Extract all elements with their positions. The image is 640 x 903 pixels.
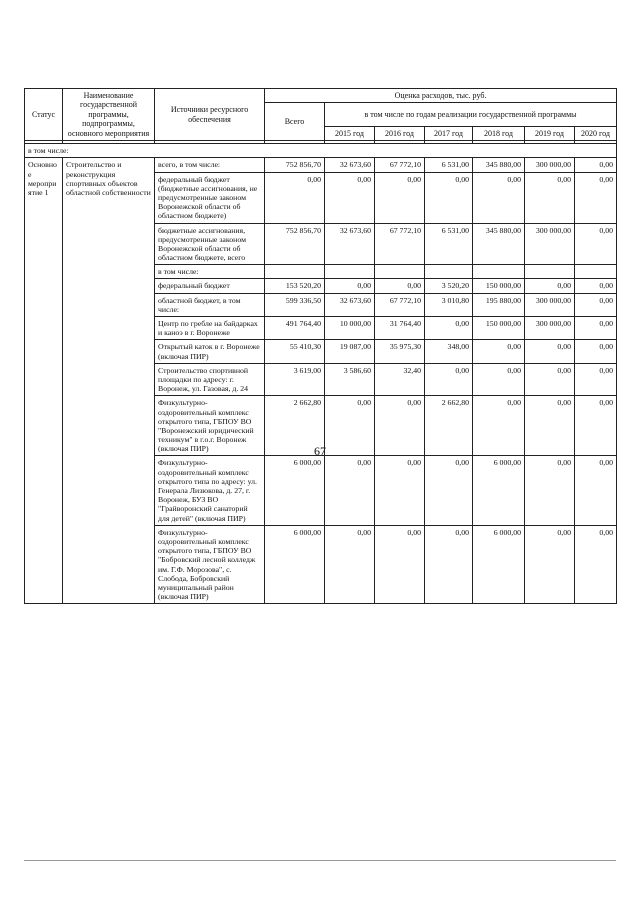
year-value-cell: 0,00 xyxy=(575,317,617,340)
year-value-cell: 0,00 xyxy=(473,340,525,363)
year-value-cell: 345 880,00 xyxy=(473,158,525,172)
source-cell: Физкультурно-оздоровительный комплекс открытого типа, ГБПОУ ВО "Бобровский лесной колледж им. Г.Ф. Морозова", с. Слобода, Бобровский муниципальный район (включая ПИР) xyxy=(155,525,265,604)
page-bottom-rule xyxy=(24,860,616,861)
total-value-cell: 599 336,50 xyxy=(265,293,325,316)
year-value-cell: 0,00 xyxy=(375,396,425,456)
year-value-cell: 31 764,40 xyxy=(375,317,425,340)
year-value-cell: 0,00 xyxy=(525,456,575,525)
year-value-cell: 300 000,00 xyxy=(525,223,575,265)
year-value-cell: 0,00 xyxy=(425,363,473,396)
year-value-cell: 300 000,00 xyxy=(525,158,575,172)
year-value-cell: 0,00 xyxy=(575,172,617,223)
year-value-cell: 3 520,20 xyxy=(425,279,473,293)
year-value-cell: 0,00 xyxy=(325,456,375,525)
year-value-cell: 0,00 xyxy=(325,396,375,456)
year-value-cell: 0,00 xyxy=(525,525,575,604)
source-cell: в том числе: xyxy=(155,265,265,279)
year-value-cell: 0,00 xyxy=(575,363,617,396)
year-value-cell: 0,00 xyxy=(325,279,375,293)
year-value-cell: 0,00 xyxy=(473,363,525,396)
source-cell: Физкультурно-оздоровительный комплекс открытого типа, ГБПОУ ВО "Воронежский юридический техникум" в г.о.г. Воронеж (включая ПИР) xyxy=(155,396,265,456)
total-value-cell: 3 619,00 xyxy=(265,363,325,396)
year-value-cell: 0,00 xyxy=(425,456,473,525)
year-value-cell: 0,00 xyxy=(525,279,575,293)
year-header: 2015 год xyxy=(325,126,375,140)
year-value-cell: 67 772,10 xyxy=(375,158,425,172)
total-value-cell: 6 000,00 xyxy=(265,456,325,525)
total-value-cell: 752 856,70 xyxy=(265,223,325,265)
year-header: 2018 год xyxy=(473,126,525,140)
subheading-row xyxy=(25,144,617,158)
year-value-cell: 0,00 xyxy=(525,340,575,363)
year-value-cell: 10 000,00 xyxy=(325,317,375,340)
year-value-cell xyxy=(375,265,425,279)
year-value-cell: 0,00 xyxy=(575,340,617,363)
year-value-cell: 67 772,10 xyxy=(375,293,425,316)
year-header: 2019 год xyxy=(525,126,575,140)
source-cell: областной бюджет, в том числе: xyxy=(155,293,265,316)
col-name-header: Наименование государственной программы, подпрограммы, основного мероприятия xyxy=(63,89,155,141)
total-value-cell: 0,00 xyxy=(265,172,325,223)
col-total-header: Всего xyxy=(265,103,325,141)
year-value-cell: 0,00 xyxy=(525,172,575,223)
budget-table xyxy=(24,88,617,604)
year-value-cell: 0,00 xyxy=(575,223,617,265)
year-value-cell: 3 586,60 xyxy=(325,363,375,396)
year-value-cell: 6 000,00 xyxy=(473,525,525,604)
source-cell: всего, в том числе: xyxy=(155,158,265,172)
measure-name-cell: Строительство и реконструкция спортивных объектов областной собственности xyxy=(63,158,155,604)
total-value-cell: 6 000,00 xyxy=(265,525,325,604)
total-value-cell: 752 856,70 xyxy=(265,158,325,172)
year-value-cell: 0,00 xyxy=(375,456,425,525)
year-value-cell: 6 000,00 xyxy=(473,456,525,525)
col-source-header: Источники ресурсного обеспечения xyxy=(155,89,265,141)
year-value-cell: 0,00 xyxy=(473,172,525,223)
year-value-cell xyxy=(525,265,575,279)
year-value-cell xyxy=(425,265,473,279)
year-header: 2016 год xyxy=(375,126,425,140)
year-value-cell xyxy=(575,265,617,279)
year-value-cell xyxy=(473,265,525,279)
year-value-cell: 2 662,80 xyxy=(425,396,473,456)
year-value-cell: 0,00 xyxy=(575,456,617,525)
source-cell: бюджетные ассигнования, предусмотренные законом Воронежской области об областном бюджете, всего xyxy=(155,223,265,265)
year-value-cell: 32,40 xyxy=(375,363,425,396)
total-value-cell xyxy=(265,265,325,279)
year-value-cell: 32 673,60 xyxy=(325,158,375,172)
year-value-cell: 195 880,00 xyxy=(473,293,525,316)
year-value-cell: 0,00 xyxy=(575,279,617,293)
year-value-cell: 35 975,30 xyxy=(375,340,425,363)
year-value-cell: 0,00 xyxy=(525,363,575,396)
year-value-cell: 0,00 xyxy=(473,396,525,456)
source-cell: Открытый каток в г. Воронеже (включая ПИР) xyxy=(155,340,265,363)
year-value-cell: 300 000,00 xyxy=(525,293,575,316)
page-number: 67 xyxy=(314,444,326,458)
cost-group-header: Оценка расходов, тыс. руб. xyxy=(265,89,617,103)
year-value-cell: 32 673,60 xyxy=(325,293,375,316)
year-value-cell: 345 880,00 xyxy=(473,223,525,265)
source-cell: федеральный бюджет (бюджетные ассигнования, не предусмотренные законом Воронежской области об областном бюджете) xyxy=(155,172,265,223)
year-value-cell: 150 000,00 xyxy=(473,279,525,293)
year-value-cell: 6 531,00 xyxy=(425,223,473,265)
year-value-cell: 19 087,00 xyxy=(325,340,375,363)
year-value-cell xyxy=(325,265,375,279)
year-value-cell: 0,00 xyxy=(425,317,473,340)
year-value-cell: 0,00 xyxy=(525,396,575,456)
source-cell: федеральный бюджет xyxy=(155,279,265,293)
year-header: 2017 год xyxy=(425,126,473,140)
year-value-cell: 348,00 xyxy=(425,340,473,363)
year-value-cell: 0,00 xyxy=(575,293,617,316)
status-cell: Основное мероприятие 1 xyxy=(25,158,63,604)
year-value-cell: 0,00 xyxy=(575,525,617,604)
total-value-cell: 2 662,80 xyxy=(265,396,325,456)
year-value-cell: 32 673,60 xyxy=(325,223,375,265)
source-cell: Центр по гребле на байдарках и каноэ в г. Воронеже xyxy=(155,317,265,340)
year-value-cell: 300 000,00 xyxy=(525,317,575,340)
year-header: 2020 год xyxy=(575,126,617,140)
years-group-header: в том числе по годам реализации государственной программы xyxy=(325,103,617,126)
total-value-cell: 153 520,20 xyxy=(265,279,325,293)
year-value-cell: 0,00 xyxy=(375,279,425,293)
year-value-cell: 3 010,80 xyxy=(425,293,473,316)
year-value-cell: 67 772,10 xyxy=(375,223,425,265)
year-value-cell: 0,00 xyxy=(375,525,425,604)
year-value-cell: 0,00 xyxy=(425,525,473,604)
total-value-cell: 491 764,40 xyxy=(265,317,325,340)
col-status-header: Статус xyxy=(25,89,63,141)
table-row xyxy=(25,158,617,172)
source-cell: Строительство спортивной площадки по адресу: г. Воронеж, ул. Газовая, д. 24 xyxy=(155,363,265,396)
source-cell: Физкультурно-оздоровительный комплекс открытого типа по адресу: ул. Генерала Лизюкова, д. 27, г. Воронеж, БУЗ ВО "Грайворонский санаторий для детей" (включая ПИР) xyxy=(155,456,265,525)
year-value-cell: 150 000,00 xyxy=(473,317,525,340)
year-value-cell: 0,00 xyxy=(325,172,375,223)
year-value-cell: 0,00 xyxy=(375,172,425,223)
subheading-label: в том числе: xyxy=(25,144,617,158)
year-value-cell: 6 531,00 xyxy=(425,158,473,172)
year-value-cell: 0,00 xyxy=(325,525,375,604)
year-value-cell: 0,00 xyxy=(575,396,617,456)
year-value-cell: 0,00 xyxy=(425,172,473,223)
year-value-cell: 0,00 xyxy=(575,158,617,172)
total-value-cell: 55 410,30 xyxy=(265,340,325,363)
